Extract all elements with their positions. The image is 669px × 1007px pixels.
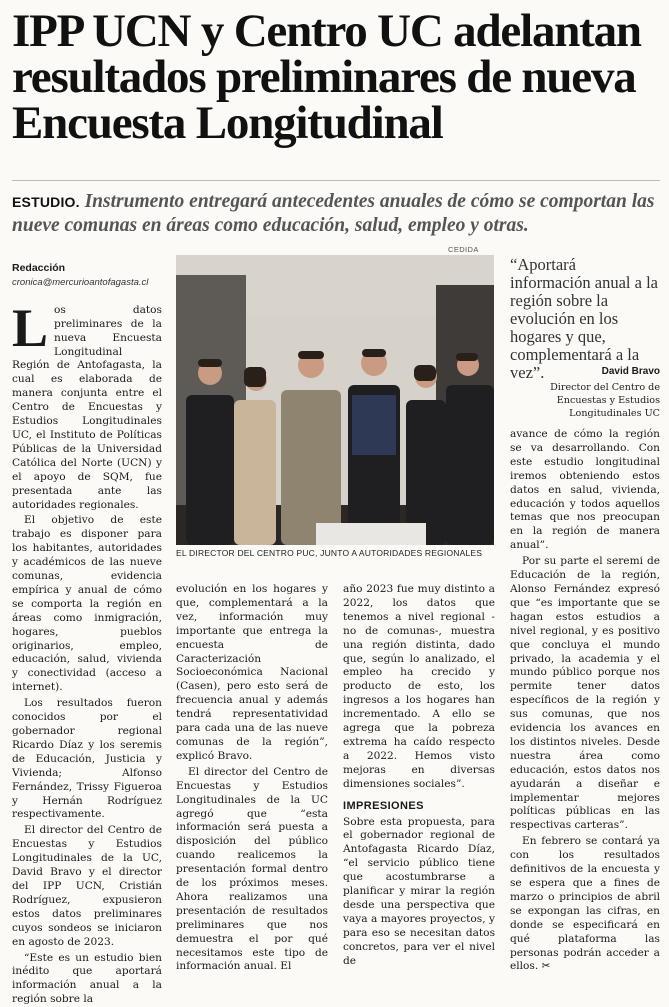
drop-cap: L [12,306,48,350]
column-1 [12,262,162,1007]
byline-email[interactable]: cronica@mercurioantofagasta.cl [12,276,162,290]
col2-paragraph-1: evolución en los hogares y que, complementará a la vez, información muy importante que entrega la encuesta de Caracterización Socioeconómica Nacional (Casen), pero esto será de frecuencia anual y además tendrá representatividad para cada una de las nueve comunas de la región”, explicó Bravo. [176,583,328,764]
section-subhead: IMPRESIONES [343,800,495,814]
pull-quote: “Aportará información anual a la región sobre la evolución en los hogares y que, complementará a la vez”. [510,256,660,382]
pull-quote-name: David Bravo [510,366,660,377]
group-photo [176,255,494,545]
deck-text: Instrumento entregará antecedentes anuales de cómo se comportan las nueve comunas en áreas como educación, salud, empleo y otras. [12,191,654,236]
deck [12,190,660,237]
col3-paragraph-1: año 2023 fue muy distinto a 2022, los datos que tenemos a nivel regional -no de comunas-, muestra una región distinta, dado que, según lo analizado, el empleo ha crecido y producto de esto, los ingresos a los hogares han incrementado. A ello se agrega que la pobreza extrema ha caído respecto a 2022. Hemos visto mejoras en diversas dimensiones sociales”. [343,583,495,792]
col2-paragraph-2: El director del Centro de Encuestas y Estudios Longitudinales de la UC agregó que “esta información será puesta a disposición del público cuando realicemos la presentación formal dentro de los próximos meses. Ahora realizamos una presentación de resultados preliminares que nos demuestra el por qué necesitamos este tipo de información anual. El [176,766,328,975]
headline: IPP UCN y Centro UC adelantan resultados preliminares de nueva Encuesta Longitudinal [12,8,660,146]
col1-paragraph-3: Los resultados fueron conocidos por el gobernador regional Ricardo Díaz y los seremis de Educación, Justicia y Vivienda; Alfonso Fernández, Trissy Figueroa y Hernán Rodríguez respectivamente. [12,697,162,822]
column-3 [343,583,495,968]
column-2 [176,583,328,974]
col1-paragraph-1: os datos preliminares de la nueva Encuesta Longitudinal Región de Antofagasta, la cual es elaborada de manera conjunta entre el Centro de Encuestas y Estudios Longitudinales UC, el Instituto de Políticas Públicas de la Universidad Católica del Norte (UCN) y el apoyo de SQM, fue presentada ante las autoridades regionales. [12,304,162,511]
deck-tag: ESTUDIO. [12,194,80,210]
end-mark-icon: ✂ [542,960,551,972]
col4-paragraph-3: En febrero se contará ya con los resultados definitivos de la encuesta y se espera que a fines de marzo o principios de abril se expongan las cifras, en donde se especificará en qué plataforma las personas podrán acceder a ellos. ✂ [510,835,660,974]
byline-name: Redacción [12,262,162,276]
photo-credit: CEDIDA [448,245,479,254]
col1-paragraph-2: El objetivo de este trabajo es disponer para los habitantes, autoridades y académicos de las nueve comunas, evidencia empírica y anual de cómo se comporta la región en áreas como inmigración, hogares, pueblos originarios, empleo, educación, salud, vivienda y conectividad (acceso a internet). [12,514,162,695]
col4-paragraph-2: Por su parte el seremi de Educación de la región, Alonso Fernández expresó que “es importante que se hagan estos estudios a nivel regional, y es positivo que concluya el mundo privado, la academia y el mundo público porque nos permite tener datos específicos de la región y sus comunas, que nos evidencia los avances en los distintos niveles. Desde nuestra área como educación, estos datos nos ayudarán a diseñar e implementar mejores políticas públicas en las respectivas carteras”. [510,555,660,833]
col4-paragraph-1: avance de cómo la región se va desarrollando. Con este estudio longitudinal iremos obteniendo estos datos en salud, vivienda, educación y todos aquellos temas que nos preocupan en la región de manera anual”. [510,428,660,553]
col3-paragraph-2: Sobre esta propuesta, para el gobernador regional de Antofagasta Ricardo Díaz, “el servicio público tiene que acostumbrarse a planificar y mirar la región desde una perspectiva que vaya a mayores proyectos, y para eso se necesitan datos concretos, para ver el nivel de [343,816,495,969]
col1-paragraph-4: El director del Centro de Encuestas y Estudios Longitudinales de la UC, David Bravo y el director del IPP UCN, Cristián Rodríguez, expusieron estos datos preliminares cuyos sondeos se iniciaron en agosto de 2023. [12,824,162,949]
col1-paragraph-5: “Este es un estudio bien inédito que aportará información anual a la región sobre la [12,952,162,1007]
top-divider [12,180,660,181]
pull-quote-role: Director del Centro de Encuestas y Estudios Longitudinales UC [510,381,660,420]
column-4 [510,428,660,974]
group-photo-illustration [176,255,494,545]
photo-caption: EL DIRECTOR DEL CENTRO PUC, JUNTO A AUTORIDADES REGIONALES [176,548,494,558]
